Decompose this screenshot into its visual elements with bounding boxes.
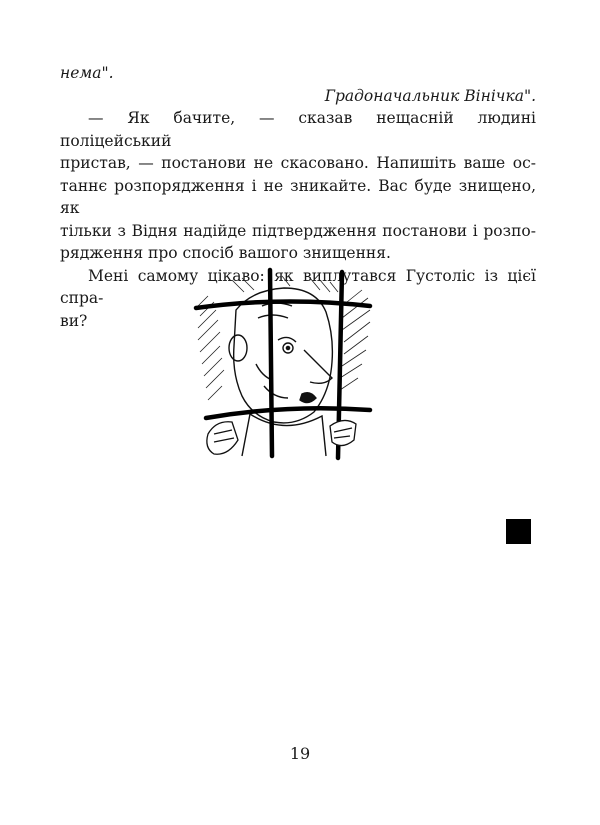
chapter-tab-marker xyxy=(506,519,531,544)
text-line-6: тільки з Відня надійде підтвердження постанови і розпо- xyxy=(60,221,536,240)
text-line-5: таннє розпорядження і не зникайте. Вас буде знищено, як xyxy=(60,176,536,217)
page-number: 19 xyxy=(289,744,311,763)
prisoner-behind-bars-illustration xyxy=(192,266,374,464)
prisoner-face xyxy=(229,288,332,456)
text-line-4: пристав, — постанови не скасовано. Напишіть ваше ос- xyxy=(60,154,536,172)
signature-line: Градоначальник Вінічка". xyxy=(324,86,536,105)
text-line-8: Мені самому цікаво: як виплутався Густоліс із цієї спра- xyxy=(60,266,536,307)
text-line-9: ви? xyxy=(60,311,88,330)
text-line-3: — Як бачите, — сказав нещасній людині поліцейський xyxy=(60,109,536,150)
text-line-7: рядження про спосіб вашого знищення. xyxy=(60,244,391,262)
text-line-1: нема". xyxy=(60,64,114,82)
